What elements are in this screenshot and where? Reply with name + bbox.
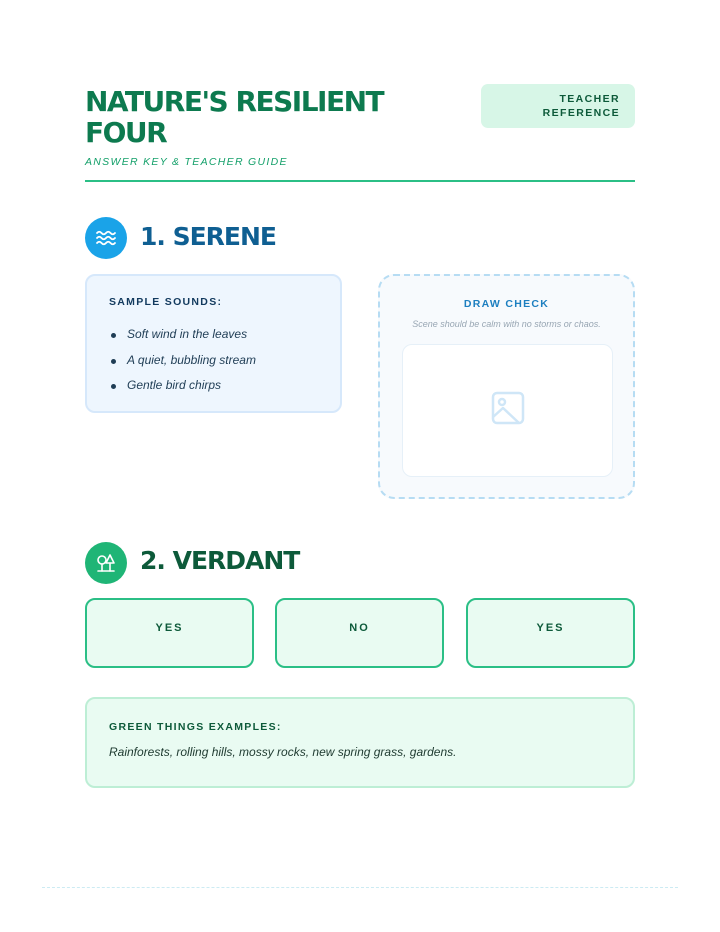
footer-divider — [42, 887, 678, 888]
green-things-text: Rainforests, rolling hills, mossy rocks, new spring grass, gardens. — [109, 745, 457, 759]
green-things-label: GREEN THINGS EXAMPLES: — [109, 721, 282, 733]
trees-icon — [85, 542, 127, 584]
list-item: A quiet, bubbling stream — [109, 348, 318, 374]
draw-check-title: DRAW CHECK — [463, 298, 550, 310]
section-verdant-title: 2. VERDANT — [140, 546, 300, 575]
answer-box-2: NO — [275, 598, 444, 668]
sample-sounds-list — [109, 322, 318, 399]
list-item: Soft wind in the leaves — [109, 322, 318, 348]
teacher-reference-badge — [481, 84, 635, 128]
answer-box-3: YES — [466, 598, 635, 668]
sample-sounds-label: SAMPLE SOUNDS: — [109, 296, 223, 308]
waves-icon — [85, 217, 127, 259]
sample-sounds-card — [85, 274, 342, 413]
draw-check-card — [378, 274, 635, 499]
header-divider — [85, 180, 635, 182]
page-subtitle: ANSWER KEY & TEACHER GUIDE — [85, 156, 288, 168]
section-serene-title: 1. SERENE — [140, 222, 277, 251]
image-placeholder-icon — [490, 390, 526, 431]
header — [85, 86, 635, 168]
badge-line-2: REFERENCE — [542, 107, 620, 119]
green-things-card — [85, 697, 635, 788]
drawing-area[interactable] — [402, 344, 613, 477]
list-item: Gentle bird chirps — [109, 373, 318, 399]
page-title: NATURE'S RESILIENT FOUR — [85, 85, 384, 149]
draw-check-note: Scene should be calm with no storms or chaos. — [412, 319, 601, 329]
answer-box-1: YES — [85, 598, 254, 668]
badge-line-1: TEACHER — [559, 93, 620, 105]
